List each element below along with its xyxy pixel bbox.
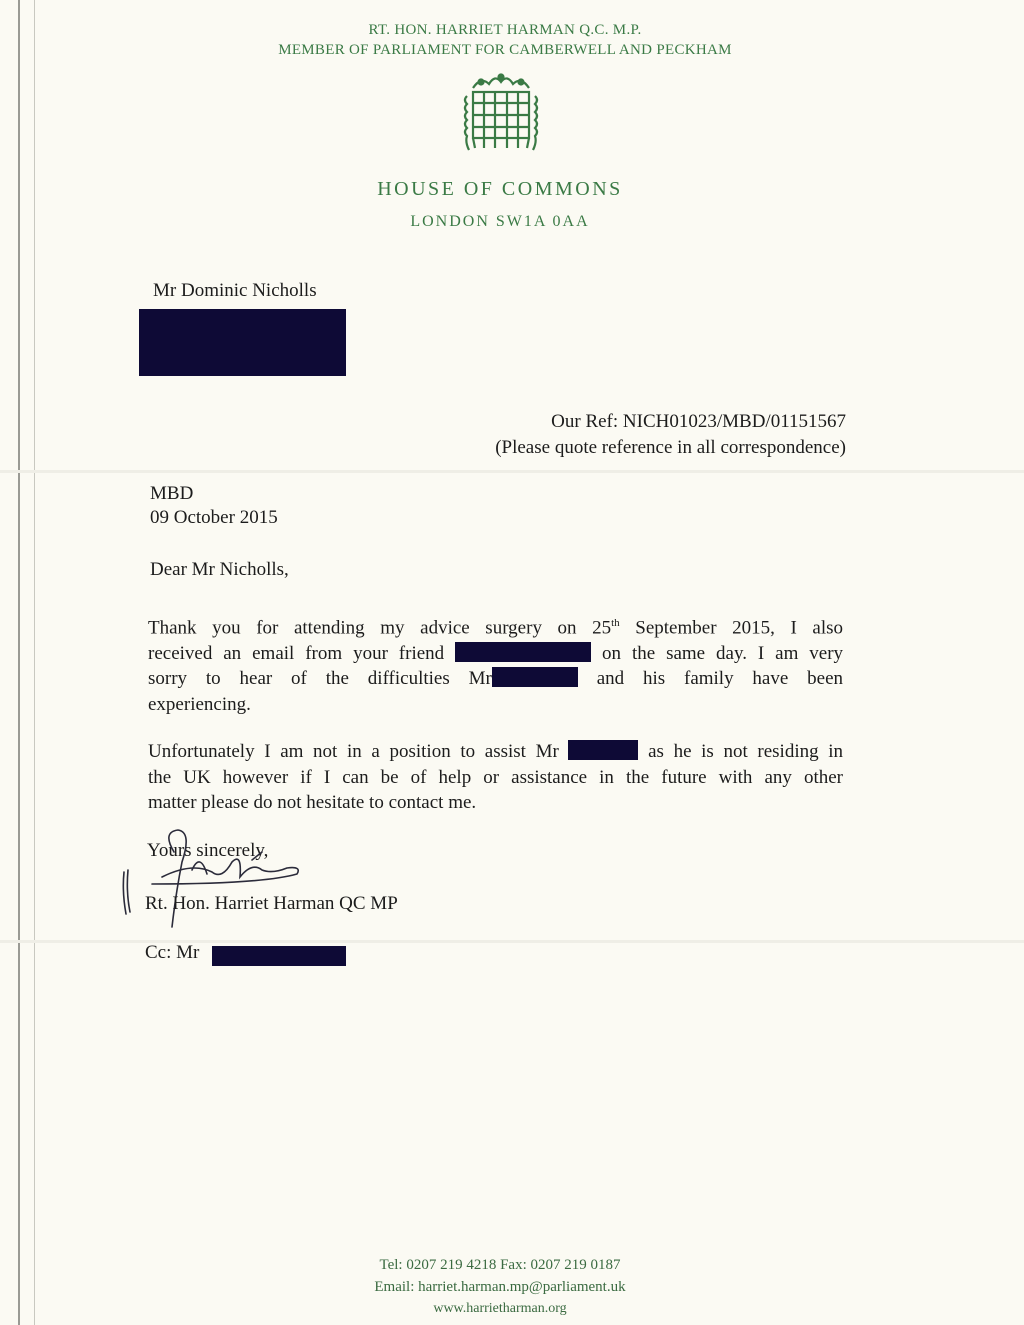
paragraph-line [148, 641, 843, 667]
redacted-surname [492, 667, 578, 687]
handwritten-signature [112, 822, 312, 937]
redacted-address-block [139, 309, 346, 376]
body-text: Unfortunately I am not in a position to assist Mr [148, 741, 559, 762]
letter-date: 09 October 2015 [150, 507, 278, 528]
letterhead-address: LONDON SW1A 0AA [410, 213, 590, 230]
paragraph-line [148, 739, 843, 765]
paragraph-line: the UK however if I can be of help or assistance in the future with any other [148, 766, 843, 788]
body-paragraph-2 [148, 739, 843, 816]
redacted-friend-name [455, 642, 591, 662]
recipient-name: Mr Dominic Nicholls [153, 280, 317, 301]
reference-note: (Please quote reference in all correspondence) [495, 437, 846, 458]
ordinal-suffix: th [611, 617, 620, 629]
paragraph-line [148, 611, 843, 641]
signatory-name: Rt. Hon. Harriet Harman QC MP [145, 893, 398, 914]
body-text: on the same day. I am very [602, 642, 844, 664]
footer-website: www.harrietharman.org [433, 1301, 567, 1316]
footer-email: Email: harriet.harman.mp@parliament.uk [374, 1279, 626, 1295]
paragraph-line: matter please do not hesitate to contact me. [148, 792, 477, 813]
body-text: sorry to hear of the difficulties Mr [148, 668, 492, 690]
body-text: Thank you for attending my advice surgery on 25 [148, 617, 612, 639]
body-text: September 2015, I also [619, 617, 843, 639]
paragraph-line: experiencing. [148, 693, 251, 715]
our-reference: Our Ref: NICH01023/MBD/01151567 [551, 411, 846, 432]
author-initials: MBD [150, 483, 194, 504]
salutation: Dear Mr Nicholls, [150, 559, 289, 580]
letterhead-mp-name: RT. HON. HARRIET HARMAN Q.C. M.P. [368, 22, 642, 38]
footer-tel-fax: Tel: 0207 219 4218 Fax: 0207 219 0187 [379, 1257, 621, 1273]
valediction: Yours sincerely, [147, 840, 269, 861]
body-text: and his family have been [596, 668, 844, 690]
body-text: as he is not residing in [648, 741, 844, 762]
cc-label: Cc: Mr [145, 942, 200, 963]
portcullis-crest-icon [461, 70, 541, 159]
redacted-cc-name [212, 946, 346, 966]
letterhead-institution: HOUSE OF COMMONS [377, 178, 623, 200]
letterhead-constituency: MEMBER OF PARLIAMENT FOR CAMBERWELL AND PECKHAM [278, 42, 732, 58]
paragraph-line [148, 666, 843, 692]
paper-fold-line [0, 470, 1024, 473]
redacted-surname [568, 740, 638, 760]
body-text: received an email from your friend [148, 642, 445, 664]
body-paragraph-1 [148, 611, 843, 717]
